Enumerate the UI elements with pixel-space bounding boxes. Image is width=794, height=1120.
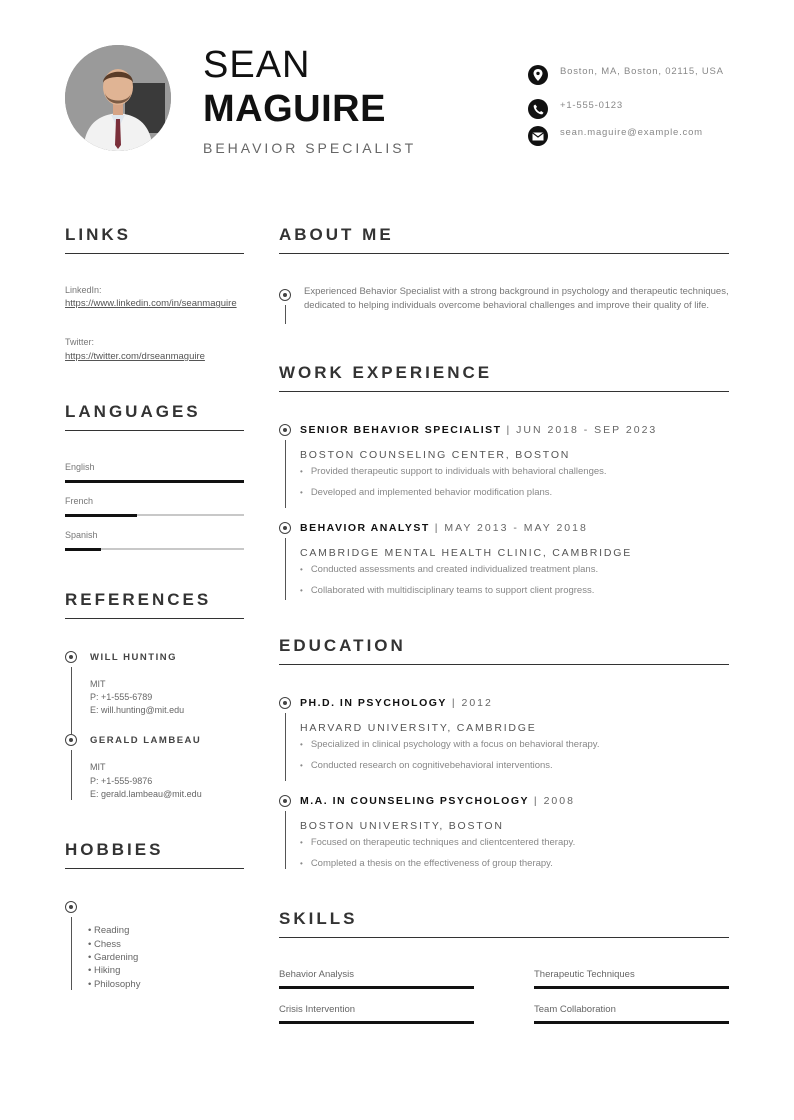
education-bullet: • Specialized in clinical psychology with a focus on behavioral therapy. (300, 739, 600, 750)
education-divider (279, 664, 729, 665)
about-text: Experienced Behavior Specialist with a strong background in psychology and therapeutic techniques, dedicated to helping individuals overcome behavioral challenges and improve their quality of life. (304, 286, 729, 311)
work-entry-heading (300, 424, 657, 436)
work-divider (279, 391, 729, 392)
language-bar (65, 514, 244, 516)
skill-bar (279, 1021, 474, 1024)
work-role: BEHAVIOR ANALYST (300, 522, 430, 534)
reference-phone: P: +1-555-9876 (90, 776, 153, 786)
work-bullet: • Provided therapeutic support to individuals with behavioral challenges. (300, 466, 607, 477)
languages-heading: LANGUAGES (65, 402, 201, 421)
work-bullet: • Collaborated with multidisciplinary teams to support client progress. (300, 585, 594, 596)
education-entry-heading (300, 795, 575, 807)
timeline-line (285, 713, 286, 781)
work-entry-heading (300, 522, 588, 534)
school: BOSTON UNIVERSITY, BOSTON (300, 820, 504, 832)
hobby-item: • Chess (88, 939, 121, 950)
timeline-line (285, 538, 286, 600)
reference-phone: P: +1-555-6789 (90, 692, 153, 702)
degree: PH.D. IN PSYCHOLOGY (300, 697, 447, 709)
links-divider (65, 253, 244, 254)
work-role: SENIOR BEHAVIOR SPECIALIST (300, 424, 502, 436)
contact-phone (528, 99, 725, 119)
timeline-dot (279, 522, 291, 534)
hobbies-heading: HOBBIES (65, 840, 164, 859)
education-heading: EDUCATION (279, 636, 406, 655)
link-label-twitter: Twitter: (65, 337, 95, 347)
education-date: 2008 (543, 795, 575, 807)
skill-name: Crisis Intervention (279, 1004, 356, 1015)
link-twitter[interactable]: https://twitter.com/drseanmaguire (65, 351, 205, 362)
language-bar-fill (65, 548, 101, 551)
reference-email[interactable]: E: will.hunting@mit.edu (90, 705, 185, 715)
separator: | (429, 522, 445, 534)
separator: | (529, 795, 544, 807)
timeline-dot (65, 901, 77, 913)
language-bar (65, 548, 244, 550)
reference-email[interactable]: E: gerald.lambeau@mit.edu (90, 789, 202, 799)
timeline-dot (279, 424, 291, 436)
contact-address (528, 65, 725, 85)
map-pin-icon (528, 65, 548, 85)
reference-name: WILL HUNTING (90, 652, 177, 663)
link-linkedin[interactable]: https://www.linkedin.com/in/seanmaguire (65, 298, 237, 309)
hobby-item: • Reading (88, 925, 130, 936)
hobby-item: • Gardening (88, 952, 139, 963)
reference-name: GERALD LAMBEAU (90, 735, 202, 746)
about-heading: ABOUT ME (279, 225, 394, 244)
skills-divider (279, 937, 729, 938)
language-name: English (65, 462, 95, 472)
timeline-line (285, 305, 286, 324)
work-org: BOSTON COUNSELING CENTER, BOSTON (300, 449, 571, 461)
work-date: MAY 2013 - MAY 2018 (444, 522, 588, 534)
school: HARVARD UNIVERSITY, CAMBRIDGE (300, 722, 537, 734)
separator: | (501, 424, 517, 436)
education-bullet: • Focused on therapeutic techniques and clientcentered therapy. (300, 837, 575, 848)
timeline-line (71, 667, 72, 734)
references-divider (65, 618, 244, 619)
timeline-dot (65, 651, 77, 663)
address-text: Boston, MA, Boston, 02115, USA (560, 66, 724, 77)
hobbies-divider (65, 868, 244, 869)
skill-bar (279, 986, 474, 989)
email-text[interactable]: sean.maguire@example.com (560, 127, 703, 138)
timeline-dot (279, 795, 291, 807)
links-heading: LINKS (65, 225, 131, 244)
profile-photo-illustration (65, 45, 171, 151)
hobby-item: • Hiking (88, 965, 121, 976)
skill-name: Therapeutic Techniques (534, 969, 635, 980)
about-divider (279, 253, 729, 254)
timeline-line (71, 917, 72, 990)
language-bar-fill (65, 514, 137, 517)
phone-text: +1-555-0123 (560, 100, 623, 111)
profile-photo (65, 45, 171, 151)
work-bullet: • Developed and implemented behavior modification plans. (300, 487, 552, 498)
separator: | (446, 697, 462, 709)
skill-name: Behavior Analysis (279, 969, 354, 980)
contact-email (528, 126, 725, 146)
first-name: SEAN (203, 44, 311, 86)
education-date: 2012 (461, 697, 493, 709)
skills-heading: SKILLS (279, 909, 358, 928)
references-heading: REFERENCES (65, 590, 212, 609)
timeline-line (71, 750, 72, 800)
work-date: JUN 2018 - SEP 2023 (516, 424, 658, 436)
link-label-linkedin: LinkedIn: (65, 285, 102, 295)
timeline-line (285, 440, 286, 508)
degree: M.A. IN COUNSELING PSYCHOLOGY (300, 795, 530, 807)
language-name: Spanish (65, 530, 98, 540)
language-bar (65, 480, 244, 482)
job-title: BEHAVIOR SPECIALIST (203, 140, 417, 156)
timeline-dot (279, 697, 291, 709)
last-name: MAGUIRE (203, 88, 386, 130)
envelope-icon (528, 126, 548, 146)
timeline-dot (279, 289, 291, 301)
work-bullet: • Conducted assessments and created individualized treatment plans. (300, 564, 598, 575)
skill-name: Team Collaboration (534, 1004, 616, 1015)
timeline-line (285, 811, 286, 869)
education-bullet: • Completed a thesis on the effectiveness of group therapy. (300, 858, 553, 869)
reference-org: MIT (90, 762, 106, 772)
phone-icon (528, 99, 548, 119)
language-bar-fill (65, 480, 244, 483)
work-heading: WORK EXPERIENCE (279, 363, 493, 382)
skill-bar (534, 986, 729, 989)
reference-org: MIT (90, 679, 106, 689)
languages-divider (65, 430, 244, 431)
work-org: CAMBRIDGE MENTAL HEALTH CLINIC, CAMBRIDGE (300, 547, 633, 559)
language-name: French (65, 496, 94, 506)
education-bullet: • Conducted research on cognitivebehavioral interventions. (300, 760, 553, 771)
timeline-dot (65, 734, 77, 746)
skill-bar (534, 1021, 729, 1024)
hobby-item: • Philosophy (88, 979, 141, 990)
education-entry-heading (300, 697, 493, 709)
